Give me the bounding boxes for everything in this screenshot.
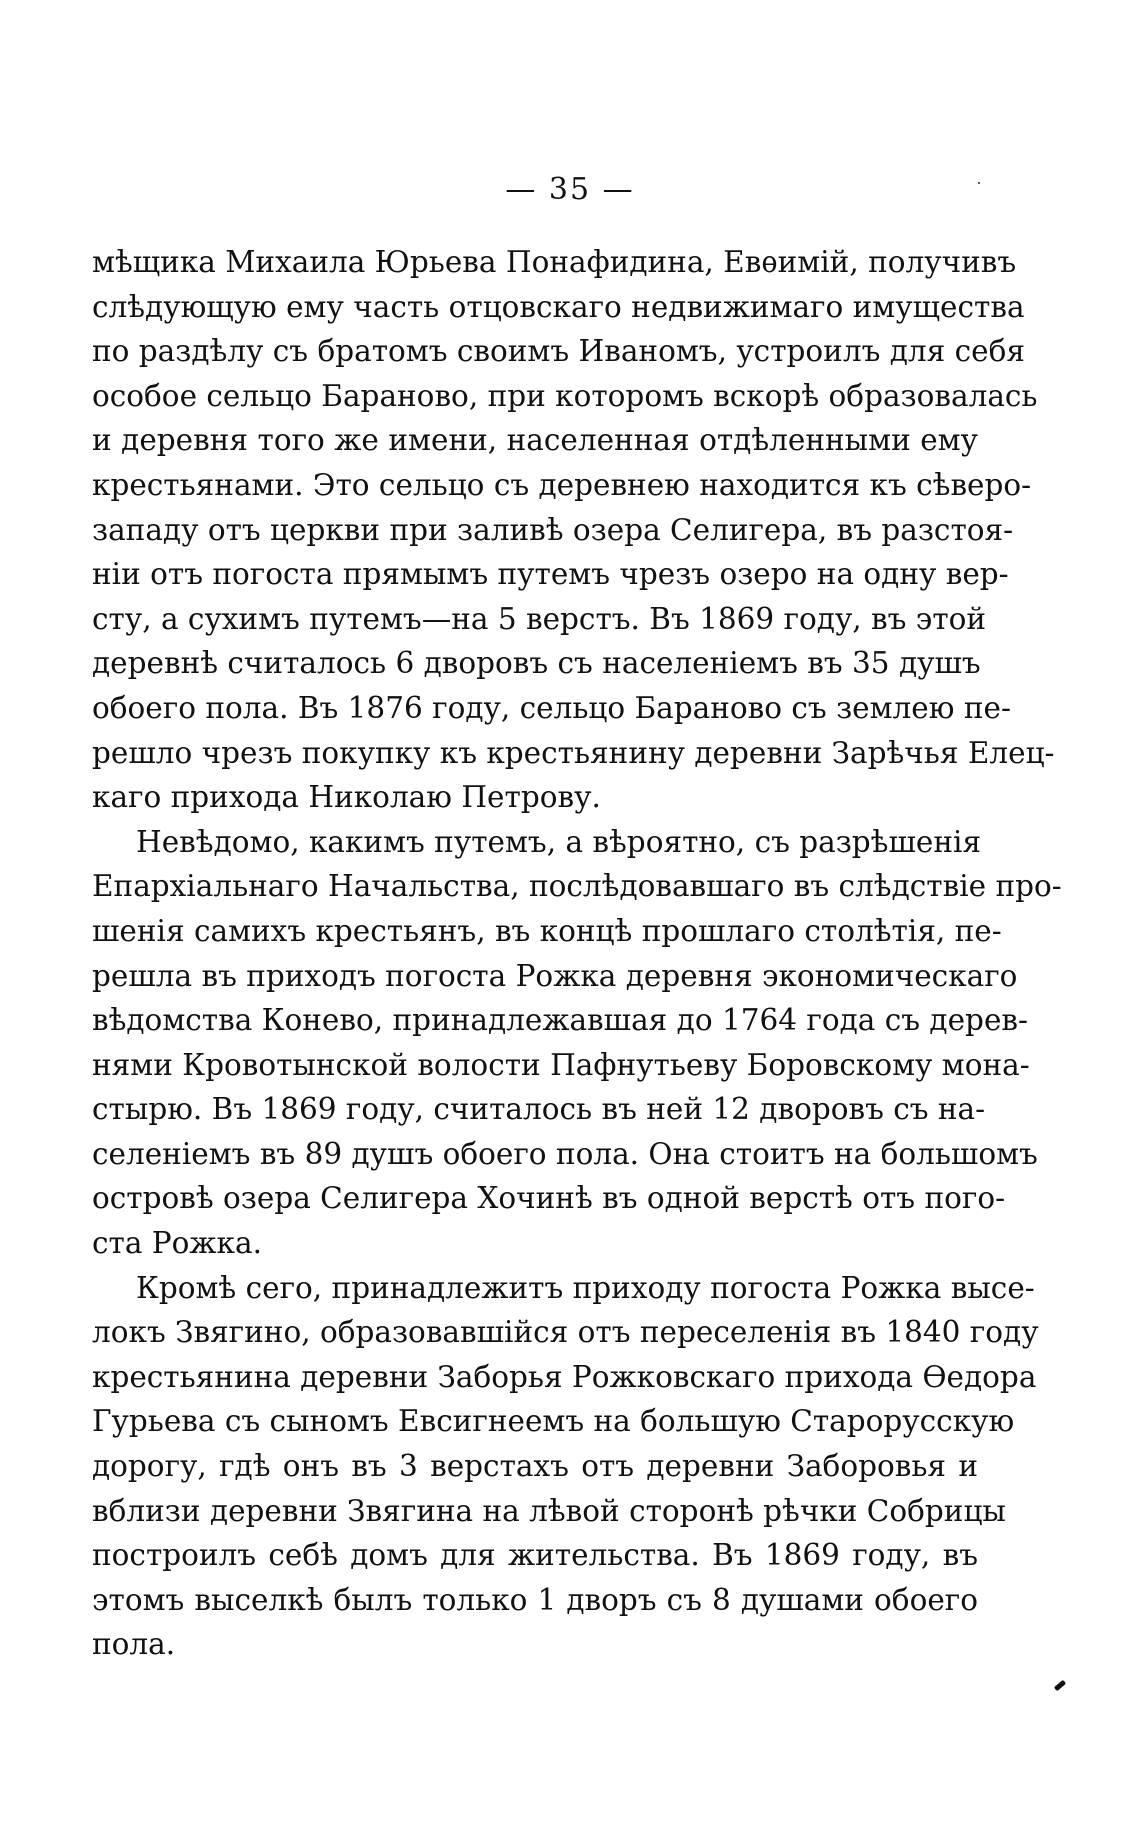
text-line: мѣщика Михаила Юрьева Понафидина, Евѳимій, получивъ [92, 245, 1017, 279]
text-line: крестьянина деревни Заборья Рожковскаго прихода Ѳедора [92, 1359, 1037, 1394]
text-line: пола. [92, 1627, 176, 1662]
text-line: Епархіальнаго Начальства, послѣдовавшаго въ слѣдствіе про- [92, 869, 1062, 904]
text-line: этомъ выселкѣ былъ только 1 дворъ съ 8 душами обоего [92, 1582, 978, 1617]
text-line: нями Кровотынской волости Пафнутьеву Боровскому мона- [92, 1047, 1030, 1082]
text-line: каго прихода Николаю Петрову. [92, 780, 601, 815]
text-line: решло чрезъ покупку къ крестьянину деревни Зарѣчья Елец- [92, 735, 1055, 770]
text-line: ніи отъ погоста прямымъ путемъ чрезъ озеро на одну вер- [92, 557, 1009, 592]
ink-speck [978, 182, 980, 184]
text-line: шенія самихъ крестьянъ, въ концѣ прошлаго столѣтія, пе- [92, 913, 1002, 948]
text-line: решла въ приходъ погоста Рожка деревня экономическаго [92, 958, 1018, 993]
text-line: крестьянами. Это сельцо съ деревнею находится къ сѣверо- [92, 467, 1032, 502]
text-line: сту, а сухимъ путемъ—на 5 верстъ. Въ 1869 году, въ этой [92, 601, 987, 636]
paragraph-3 [92, 1266, 1039, 1667]
text-line: особое сельцо Бараново, при которомъ вскорѣ образовалась [92, 378, 1038, 413]
text-line: и деревня того же имени, населенная отдѣленными ему [92, 423, 978, 458]
text-line: ста Рожка. [92, 1226, 262, 1261]
text-line: западу отъ церкви при заливѣ озера Селигера, въ разстоя- [92, 512, 1014, 547]
text-line: Гурьева съ сыномъ Евсигнеемъ на большую Старорусскую [92, 1404, 1015, 1439]
text-line: селеніемъ въ 89 душъ обоего пола. Она стоитъ на большомъ [92, 1136, 1038, 1171]
text-line: слѣдующую ему часть отцовскаго недвижимаго имущества [92, 289, 1025, 324]
text-line: деревнѣ считалось 6 дворовъ съ населеніемъ въ 35 душъ [92, 646, 981, 681]
text-line: островѣ озера Селигера Хочинѣ въ одной верстѣ отъ пого- [92, 1181, 1006, 1216]
text-line: вблизи деревни Звягина на лѣвой сторонѣ рѣчки Собрицы [92, 1493, 1006, 1528]
paragraph-2 [92, 820, 1062, 1266]
text-line: стырю. Въ 1869 году, считалось въ ней 12 дворовъ съ на- [92, 1092, 986, 1127]
text-line: Кромѣ сего, принадлежитъ приходу погоста Рожка высе- [136, 1270, 1035, 1305]
text-line: обоего пола. Въ 1876 году, сельцо Бараново съ землею пе- [92, 690, 1011, 725]
text-line: построилъ себѣ домъ для жительства. Въ 1869 году, въ [92, 1538, 978, 1573]
page-number: — 35 — [505, 172, 635, 207]
text-line: Невѣдомо, какимъ путемъ, а вѣроятно, съ разрѣшенія [136, 824, 982, 859]
text-line: локъ Звягино, образовавшійся отъ переселенія въ 1840 году [92, 1315, 1039, 1350]
text-line: по раздѣлу съ братомъ своимъ Иваномъ, устроилъ для себя [92, 334, 1025, 369]
body-text [92, 240, 1062, 1667]
text-line: дорогу, гдѣ онъ въ 3 верстахъ отъ деревни Заборовья и [92, 1449, 978, 1484]
ink-mark [1054, 1680, 1066, 1692]
text-line: вѣдомства Конево, принадлежавшая до 1764 года съ дерев- [92, 1003, 1028, 1038]
paragraph-1 [92, 240, 1055, 820]
